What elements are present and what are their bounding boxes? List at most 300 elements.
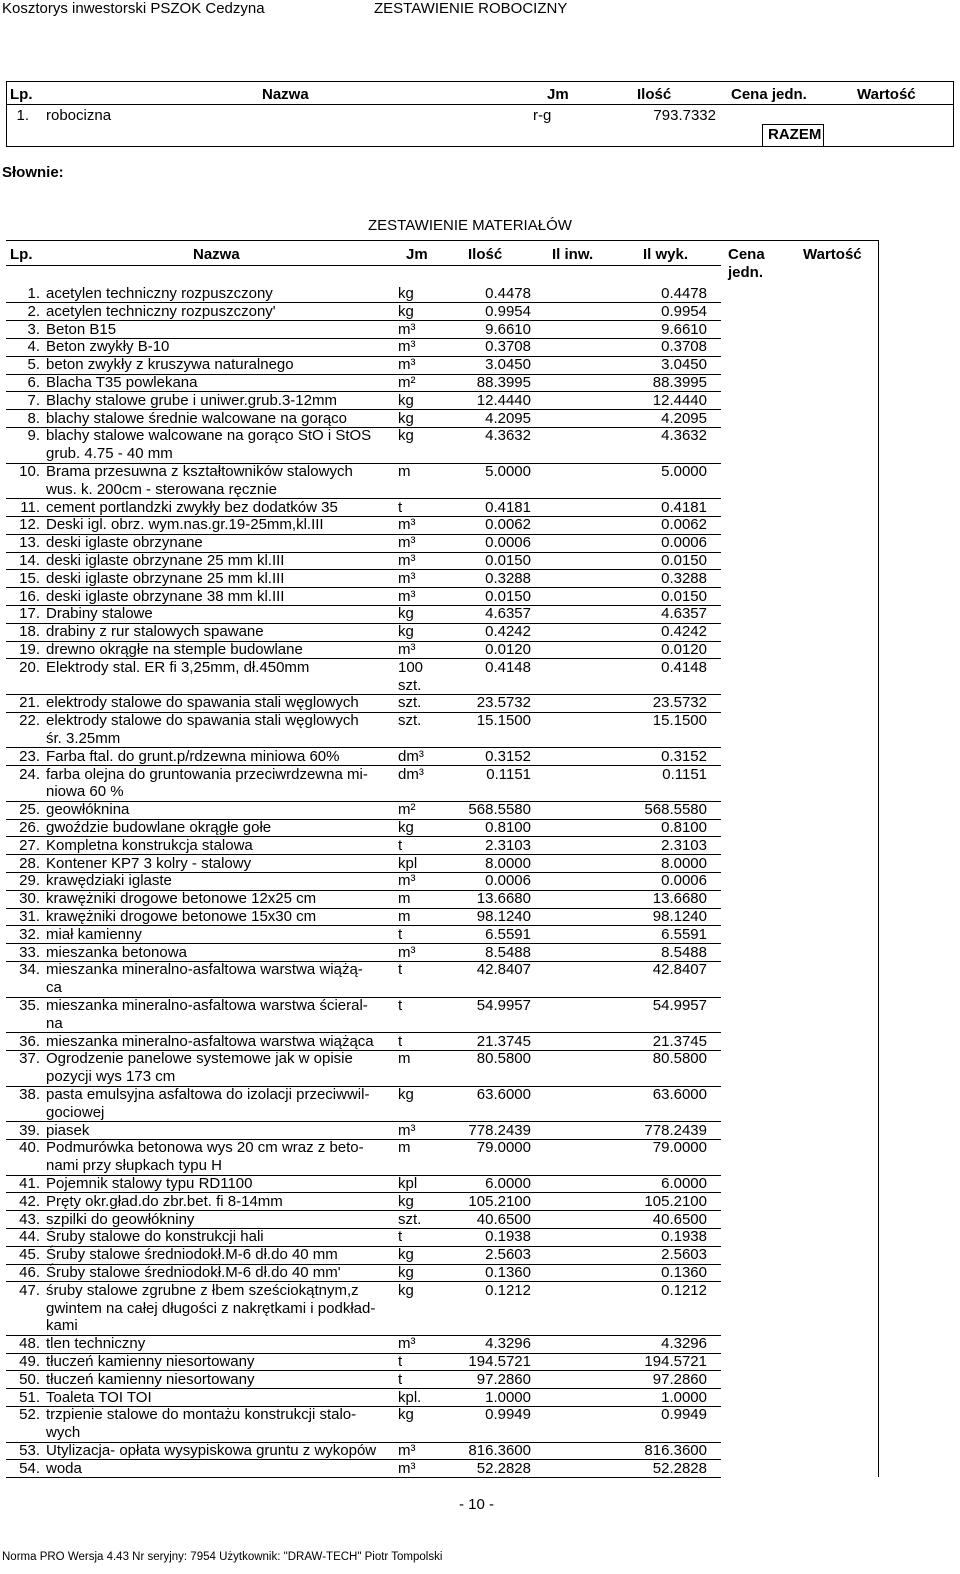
row-lp: 2. xyxy=(27,302,40,320)
row-qty: 54.9957 xyxy=(476,997,531,1014)
row-qty: 15.1500 xyxy=(476,712,531,730)
row-name: drewno okrągłe na stemple budowlane xyxy=(46,641,303,658)
row-unit: kpl xyxy=(398,1175,418,1192)
labor-row-qty: 793.7332 xyxy=(653,107,716,124)
row-name: Kontener KP7 3 kolry - stalowy xyxy=(46,854,252,872)
row-name: gwoździe budowlane okrągłe gołe xyxy=(46,819,272,836)
row-qty: 0.4148 xyxy=(485,658,531,676)
row-qty: 13.6680 xyxy=(476,890,531,908)
row-unit: m³ xyxy=(398,356,416,374)
row-unit: m³ xyxy=(398,1459,416,1477)
row-wyk: 15.1500 xyxy=(652,712,707,730)
materials-col-wyk: Il wyk. xyxy=(643,246,689,263)
row-unit: m³ xyxy=(398,320,416,338)
row-wyk: 0.4242 xyxy=(661,623,707,641)
row-unit: m³ xyxy=(398,569,416,587)
row-qty: 1.0000 xyxy=(485,1388,531,1406)
row-qty: 2.5603 xyxy=(485,1246,531,1264)
row-unit: kg xyxy=(398,391,414,409)
row-qty: 4.6357 xyxy=(485,605,531,623)
row-wyk: 778.2439 xyxy=(644,1121,707,1139)
row-unit: 100 xyxy=(398,658,424,676)
row-wyk: 8.5488 xyxy=(661,943,707,961)
row-unit: kg xyxy=(398,409,414,427)
labor-row-unit: r-g xyxy=(533,107,552,124)
row-name: mieszanka mineralno-asfaltowa warstwa wiążąca xyxy=(46,1032,374,1050)
row-lp: 52. xyxy=(19,1406,40,1424)
row-name: Podmurówka betonowa wys 20 cm wraz z beto- xyxy=(46,1139,364,1157)
row-lp: 9. xyxy=(27,427,40,445)
row-wyk: 88.3995 xyxy=(652,374,707,391)
row-lp: 49. xyxy=(19,1353,40,1370)
row-unit: t xyxy=(398,1370,403,1388)
row-lp: 23. xyxy=(19,747,40,765)
row-name: Pojemnik stalowy typu RD1100 xyxy=(46,1175,253,1192)
row-wyk: 23.5732 xyxy=(652,694,707,712)
materials-table-right-rule xyxy=(878,240,879,1477)
row-qty: 0.3152 xyxy=(485,747,531,765)
document-header-center: ZESTAWIENIE ROBOCIZNY xyxy=(374,0,568,17)
row-qty: 12.4440 xyxy=(476,391,531,409)
row-lp: 48. xyxy=(19,1335,40,1353)
row-unit: kg xyxy=(398,1246,414,1264)
row-name: pasta emulsyjna asfaltowa do izolacji przeciwwil- xyxy=(46,1086,370,1103)
row-wyk: 0.0006 xyxy=(661,872,707,890)
row-wyk: 0.8100 xyxy=(661,819,707,836)
row-unit: t xyxy=(398,1032,403,1050)
row-qty: 3.0450 xyxy=(485,356,531,374)
row-lp: 38. xyxy=(19,1086,40,1103)
row-lp: 29. xyxy=(19,872,40,890)
row-lp: 28. xyxy=(19,854,40,872)
row-name: geowłóknina xyxy=(46,801,130,819)
row-wyk: 6.5591 xyxy=(661,925,707,943)
row-name: blachy stalowe średnie walcowane na gorąco xyxy=(46,409,348,427)
row-name: mieszanka mineralno-asfaltowa warstwa wiążą- xyxy=(46,961,363,979)
row-name: Utylizacja- opłata wysypiskowa gruntu z wykopów xyxy=(46,1442,377,1459)
row-unit: m³ xyxy=(398,534,416,552)
row-unit: t xyxy=(398,1353,403,1370)
row-qty: 52.2828 xyxy=(476,1459,531,1477)
row-lp: 11. xyxy=(20,498,40,516)
row-lp: 20. xyxy=(19,658,40,676)
row-qty: 63.6000 xyxy=(476,1086,531,1103)
row-lp: 8. xyxy=(27,409,40,427)
row-wyk: 0.0120 xyxy=(661,641,707,658)
row-wyk: 0.4478 xyxy=(661,285,707,302)
materials-col-price-line2: jedn. xyxy=(728,264,764,281)
labor-table-top-rule xyxy=(6,81,954,82)
row-qty: 6.5591 xyxy=(485,925,531,943)
materials-col-name: Nazwa xyxy=(193,246,240,263)
row-unit: dm³ xyxy=(398,747,424,765)
row-qty: 0.0120 xyxy=(485,641,531,658)
row-unit: m³ xyxy=(398,641,416,658)
row-name: Toaleta TOI TOI xyxy=(46,1388,152,1406)
row-lp: 33. xyxy=(19,943,40,961)
row-wyk: 0.0150 xyxy=(661,552,707,569)
row-wyk: 0.0062 xyxy=(661,516,707,534)
row-unit: kg xyxy=(398,819,414,836)
row-unit: kg xyxy=(398,302,414,320)
labor-col-unit: Jm xyxy=(547,86,569,103)
row-wyk: 5.0000 xyxy=(661,463,707,480)
labor-col-lp: Lp. xyxy=(10,86,33,103)
row-qty: 8.0000 xyxy=(485,854,531,872)
row-divider xyxy=(6,1121,721,1122)
row-name: Brama przesuwna z kształtowników stalowych xyxy=(46,463,353,480)
row-name: pozycji wys 173 cm xyxy=(46,1068,176,1086)
row-name: acetylen techniczny rozpuszczony' xyxy=(46,302,276,320)
row-name: Blacha T35 powlekana xyxy=(46,374,198,391)
row-qty: 40.6500 xyxy=(476,1210,531,1228)
row-unit: t xyxy=(398,498,403,516)
row-unit: szt. xyxy=(398,712,422,730)
row-wyk: 4.2095 xyxy=(661,409,707,427)
row-wyk: 105.2100 xyxy=(644,1192,707,1210)
row-wyk: 568.5580 xyxy=(644,801,707,819)
row-name: Śruby stalowe do konstrukcji hali xyxy=(46,1228,264,1246)
row-qty: 0.9949 xyxy=(485,1406,531,1424)
labor-col-price: Cena jedn. xyxy=(731,86,807,103)
row-unit: kg xyxy=(398,1406,414,1424)
labor-total-right-rule xyxy=(823,124,824,146)
row-lp: 32. xyxy=(19,925,40,943)
row-lp: 53. xyxy=(19,1442,40,1459)
row-wyk: 3.0450 xyxy=(661,356,707,374)
materials-col-price: Cena xyxy=(728,246,765,263)
row-lp: 4. xyxy=(27,338,40,356)
row-lp: 1. xyxy=(27,285,40,302)
row-unit: kpl. xyxy=(398,1388,422,1406)
row-unit: m³ xyxy=(398,338,416,356)
row-lp: 35. xyxy=(19,997,40,1014)
row-unit: szt. xyxy=(398,1210,422,1228)
row-wyk: 0.9954 xyxy=(661,302,707,320)
row-divider xyxy=(6,1459,721,1460)
row-unit: kg xyxy=(398,623,414,641)
labor-table-left-rule xyxy=(6,81,7,147)
row-name: krawędziaki iglaste xyxy=(46,872,172,890)
row-unit: kg xyxy=(398,1264,414,1281)
row-unit: m³ xyxy=(398,1335,416,1353)
labor-col-name: Nazwa xyxy=(262,86,309,103)
row-name: Beton B15 xyxy=(46,320,117,338)
row-wyk: 816.3600 xyxy=(644,1442,707,1459)
row-lp: 16. xyxy=(19,587,40,605)
row-wyk: 79.0000 xyxy=(652,1139,707,1157)
row-unit: dm³ xyxy=(398,765,424,783)
row-name: beton zwykły z kruszywa naturalnego xyxy=(46,356,294,374)
row-name: wych xyxy=(46,1424,81,1442)
labor-col-value: Wartość xyxy=(857,86,916,103)
row-name: Beton zwykły B-10 xyxy=(46,338,170,356)
row-qty: 98.1240 xyxy=(476,908,531,925)
row-wyk: 21.3745 xyxy=(652,1032,707,1050)
labor-total-rule xyxy=(762,124,823,125)
row-lp: 30. xyxy=(19,890,40,908)
row-lp: 22. xyxy=(19,712,40,730)
row-name: Elektrody stal. ER fi 3,25mm, dł.450mm xyxy=(46,658,310,676)
row-unit: m xyxy=(398,1050,411,1068)
row-lp: 44. xyxy=(19,1228,40,1246)
labor-table-right-rule xyxy=(953,81,954,147)
row-name: drabiny z rur stalowych spawane xyxy=(46,623,264,641)
row-wyk: 6.0000 xyxy=(661,1175,707,1192)
row-lp: 25. xyxy=(19,801,40,819)
row-lp: 3. xyxy=(27,320,40,338)
row-name: Śruby stalowe średniodokł.M-6 dł.do 40 mm' xyxy=(46,1264,341,1281)
row-name: miał kamienny xyxy=(46,925,142,943)
row-qty: 194.5721 xyxy=(468,1353,531,1370)
row-name: Farba ftal. do grunt.p/rdzewna miniowa 60% xyxy=(46,747,340,765)
row-qty: 0.0150 xyxy=(485,587,531,605)
row-lp: 34. xyxy=(19,961,40,979)
materials-header-bottom-rule xyxy=(6,265,721,266)
row-name: Blachy stalowe grube i uniwer.grub.3-12mm xyxy=(46,391,337,409)
row-qty: 4.3632 xyxy=(485,427,531,445)
row-qty: 778.2439 xyxy=(468,1121,531,1139)
row-unit: kg xyxy=(398,605,414,623)
row-wyk: 0.3708 xyxy=(661,338,707,356)
row-wyk: 4.6357 xyxy=(661,605,707,623)
row-lp: 24. xyxy=(19,765,40,783)
row-name: Ogrodzenie panelowe systemowe jak w opisie xyxy=(46,1050,353,1068)
row-unit: t xyxy=(398,836,403,854)
row-unit: m³ xyxy=(398,943,416,961)
row-lp: 17. xyxy=(19,605,40,623)
row-name: farba olejna do gruntowania przeciwrdzewna mi- xyxy=(46,765,368,783)
row-qty: 0.1212 xyxy=(485,1281,531,1299)
row-lp: 18. xyxy=(19,623,40,641)
row-unit: t xyxy=(398,1228,403,1246)
row-name: krawężniki drogowe betonowe 12x25 cm xyxy=(46,890,317,908)
row-wyk: 54.9957 xyxy=(652,997,707,1014)
row-lp: 40. xyxy=(19,1139,40,1157)
row-name: gwintem na całej długości z nakrętkami i podkład- xyxy=(46,1299,376,1317)
row-unit: m³ xyxy=(398,872,416,890)
row-lp: 43. xyxy=(19,1210,40,1228)
labor-row-name: robocizna xyxy=(46,107,112,124)
row-wyk: 63.6000 xyxy=(652,1086,707,1103)
row-lp: 47. xyxy=(19,1281,40,1299)
row-wyk: 0.0150 xyxy=(661,587,707,605)
row-unit: t xyxy=(398,961,403,979)
row-unit: m² xyxy=(398,801,416,819)
row-lp: 10. xyxy=(19,463,40,480)
row-wyk: 0.3152 xyxy=(661,747,707,765)
row-wyk: 52.2828 xyxy=(652,1459,707,1477)
row-name: mieszanka mineralno-asfaltowa warstwa ścieral- xyxy=(46,997,368,1014)
row-lp: 27. xyxy=(19,836,40,854)
row-unit: m² xyxy=(398,374,416,391)
row-name: mieszanka betonowa xyxy=(46,943,187,961)
row-name: tłuczeń kamienny niesortowany xyxy=(46,1353,255,1370)
row-lp: 7. xyxy=(27,391,40,409)
row-unit: kg xyxy=(398,285,414,302)
row-wyk: 0.1151 xyxy=(662,765,707,783)
row-lp: 26. xyxy=(19,819,40,836)
row-wyk: 0.1938 xyxy=(661,1228,707,1246)
row-name: ca xyxy=(46,979,62,997)
row-lp: 6. xyxy=(27,374,40,391)
row-name: na xyxy=(46,1014,63,1032)
row-qty: 0.1151 xyxy=(486,765,531,783)
row-qty: 816.3600 xyxy=(468,1442,531,1459)
row-qty: 80.5800 xyxy=(476,1050,531,1068)
row-wyk: 2.5603 xyxy=(661,1246,707,1264)
row-name: nami przy słupkach typu H xyxy=(46,1157,222,1175)
row-lp: 50. xyxy=(19,1370,40,1388)
row-qty: 0.1938 xyxy=(485,1228,531,1246)
row-wyk: 8.0000 xyxy=(661,854,707,872)
row-qty: 9.6610 xyxy=(485,320,531,338)
row-name: elektrody stalowe do spawania stali węglowych xyxy=(46,712,359,730)
row-wyk: 13.6680 xyxy=(652,890,707,908)
row-qty: 4.3296 xyxy=(485,1335,531,1353)
row-wyk: 0.1212 xyxy=(661,1281,707,1299)
row-name: blachy stalowe walcowane na gorąco StO i StOS xyxy=(46,427,372,445)
row-wyk: 40.6500 xyxy=(652,1210,707,1228)
row-name: niowa 60 % xyxy=(46,783,124,801)
row-qty: 0.1360 xyxy=(485,1264,531,1281)
row-unit: m³ xyxy=(398,587,416,605)
row-wyk: 4.3296 xyxy=(661,1335,707,1353)
row-name: śr. 3.25mm xyxy=(46,730,121,747)
row-unit: m xyxy=(398,890,411,908)
materials-col-unit: Jm xyxy=(406,246,428,263)
row-lp: 5. xyxy=(27,356,40,374)
row-wyk: 0.1360 xyxy=(661,1264,707,1281)
document-header-left: Kosztorys inwestorski PSZOK Cedzyna xyxy=(2,0,265,17)
row-wyk: 98.1240 xyxy=(652,908,707,925)
row-qty: 568.5580 xyxy=(468,801,531,819)
row-wyk: 2.3103 xyxy=(661,836,707,854)
row-name: cement portlandzki zwykły bez dodatków 35 xyxy=(46,498,338,516)
row-unit: szt. xyxy=(398,694,422,712)
row-lp: 36. xyxy=(19,1032,40,1050)
labor-table-bottom-rule xyxy=(6,146,954,147)
labor-col-qty: Ilość xyxy=(637,86,672,103)
row-qty: 0.0150 xyxy=(485,552,531,569)
labor-total-left-rule xyxy=(762,124,763,146)
row-name: woda xyxy=(46,1459,82,1477)
row-lp: 14. xyxy=(19,552,40,569)
row-lp: 19. xyxy=(19,641,40,658)
row-lp: 42. xyxy=(19,1192,40,1210)
footer-text: Norma PRO Wersja 4.43 Nr seryjny: 7954 Użytkownik: "DRAW-TECH" Piotr Tompolski xyxy=(2,1551,443,1563)
row-unit: m³ xyxy=(398,1442,416,1459)
page-number: - 10 - xyxy=(459,1496,495,1513)
row-lp: 31. xyxy=(19,908,40,925)
row-qty: 0.4242 xyxy=(485,623,531,641)
materials-title: ZESTAWIENIE MATERIAŁÓW xyxy=(368,217,572,234)
row-unit: m xyxy=(398,1139,411,1157)
row-name: krawężniki drogowe betonowe 15x30 cm xyxy=(46,908,317,925)
row-qty: 23.5732 xyxy=(476,694,531,712)
materials-header-top-rule xyxy=(6,240,879,241)
row-qty: 0.0006 xyxy=(485,534,531,552)
row-wyk: 194.5721 xyxy=(644,1353,707,1370)
row-lp: 13. xyxy=(19,534,40,552)
row-unit: kg xyxy=(398,1192,414,1210)
row-name: deski iglaste obrzynane xyxy=(46,534,203,552)
row-wyk: 97.2860 xyxy=(652,1370,707,1388)
labor-row-lp: 1. xyxy=(16,107,29,124)
row-unit: m xyxy=(398,908,411,925)
row-name: Drabiny stalowe xyxy=(46,605,153,623)
row-name: wus. k. 200cm - sterowana ręcznie xyxy=(46,480,277,498)
row-lp: 41. xyxy=(19,1175,40,1192)
row-name: tłuczeń kamienny niesortowany xyxy=(46,1370,255,1388)
row-unit: kg xyxy=(398,1281,414,1299)
row-qty: 5.0000 xyxy=(485,463,531,480)
row-lp: 51. xyxy=(19,1388,40,1406)
row-unit: kpl xyxy=(398,854,418,872)
row-lp: 21. xyxy=(19,694,40,712)
row-unit: t xyxy=(398,997,403,1014)
row-qty: 4.2095 xyxy=(485,409,531,427)
row-qty: 2.3103 xyxy=(485,836,531,854)
row-wyk: 4.3632 xyxy=(661,427,707,445)
row-qty: 79.0000 xyxy=(476,1139,531,1157)
row-qty: 6.0000 xyxy=(485,1175,531,1192)
row-wyk: 42.8407 xyxy=(652,961,707,979)
row-wyk: 0.3288 xyxy=(661,569,707,587)
row-name: elektrody stalowe do spawania stali węglowych xyxy=(46,694,359,712)
row-qty: 0.0062 xyxy=(485,516,531,534)
row-unit: m³ xyxy=(398,1121,416,1139)
materials-col-qty: Ilość xyxy=(468,246,503,263)
row-lp: 54. xyxy=(19,1459,40,1477)
row-qty: 0.8100 xyxy=(485,819,531,836)
row-unit: t xyxy=(398,925,403,943)
row-wyk: 12.4440 xyxy=(652,391,707,409)
row-unit: m³ xyxy=(398,552,416,569)
row-wyk: 0.9949 xyxy=(661,1406,707,1424)
row-qty: 8.5488 xyxy=(485,943,531,961)
row-unit: kg xyxy=(398,427,414,445)
row-unit: m³ xyxy=(398,516,416,534)
row-lp: 46. xyxy=(19,1264,40,1281)
row-qty: 0.4478 xyxy=(485,285,531,302)
row-wyk: 1.0000 xyxy=(661,1388,707,1406)
row-qty: 0.4181 xyxy=(485,498,531,516)
row-name: deski iglaste obrzynane 25 mm kl.III xyxy=(46,569,285,587)
row-name: trzpienie stalowe do montażu konstrukcji stalo- xyxy=(46,1406,357,1424)
row-qty: 0.3288 xyxy=(485,569,531,587)
row-name: Kompletna konstrukcja stalowa xyxy=(46,836,253,854)
row-wyk: 0.4148 xyxy=(661,658,707,676)
row-wyk: 80.5800 xyxy=(652,1050,707,1068)
row-name: Deski igl. obrz. wym.nas.gr.19-25mm,kl.III xyxy=(46,516,324,534)
row-qty: 21.3745 xyxy=(476,1032,531,1050)
row-qty: 42.8407 xyxy=(476,961,531,979)
row-name: Śruby stalowe średniodokł.M-6 dł.do 40 mm xyxy=(46,1246,338,1264)
row-name: acetylen techniczny rozpuszczony xyxy=(46,285,273,302)
row-unit: m xyxy=(398,463,411,480)
row-name: śruby stalowe zgrubne z łbem sześciokątnym,z xyxy=(46,1281,359,1299)
row-qty: 0.9954 xyxy=(485,302,531,320)
dictionary-label: Słownie: xyxy=(2,164,64,181)
row-qty: 0.0006 xyxy=(485,872,531,890)
row-qty: 105.2100 xyxy=(468,1192,531,1210)
row-qty: 0.3708 xyxy=(485,338,531,356)
materials-col-inv: Il inw. xyxy=(552,246,594,263)
labor-header-rule xyxy=(6,104,954,105)
row-name: deski iglaste obrzynane 38 mm kl.III xyxy=(46,587,285,605)
row-name: szpilki do geowłókniny xyxy=(46,1210,195,1228)
